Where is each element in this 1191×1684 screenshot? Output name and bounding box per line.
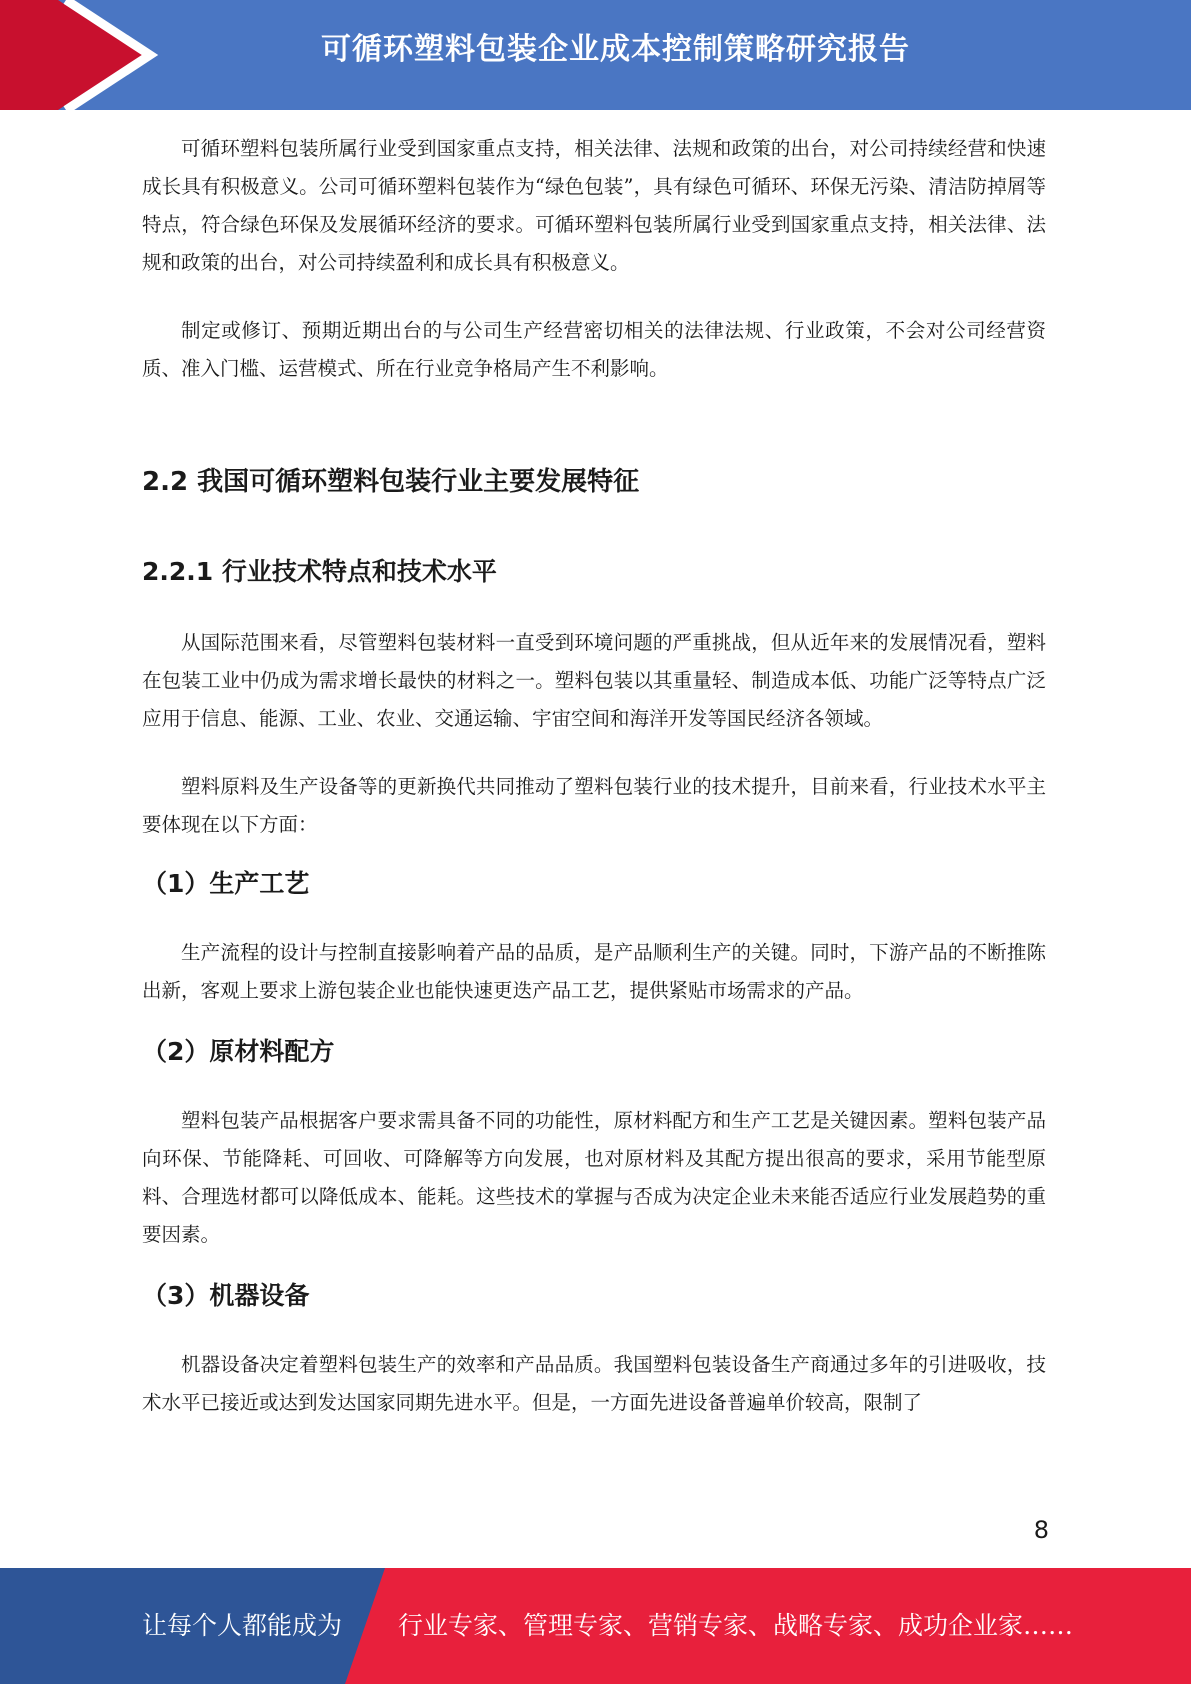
item-heading-production-process: （1）生产工艺 xyxy=(142,869,310,898)
item-text-machinery: 机器设备决定着塑料包装生产的效率和产品品质。我国塑料包装设备生产商通过多年的引进吸收，技术水平已接近或达到发达国家同期先进水平。但是，一方面先进设备普遍单价较高，限制了 xyxy=(142,1353,1046,1414)
report-title: 可循环塑料包装企业成本控制策略研究报告 xyxy=(321,32,910,67)
page-footer xyxy=(0,1568,1191,1684)
section-heading: 2.2 我国可循环塑料包装行业主要发展特征 xyxy=(142,467,640,497)
intro-paragraph-2: 制定或修订、预期近期出台的与公司生产经营密切相关的法律法规、行业政策，不会对公司经营资质、准入门槛、运营模式、所在行业竞争格局产生不利影响。 xyxy=(142,319,1046,380)
footer-slogan-left: 让每个人都能成为 xyxy=(142,1611,343,1640)
page-header xyxy=(0,0,1191,110)
item-text-production-process: 生产流程的设计与控制直接影响着产品的品质，是产品顺利生产的关键。同时，下游产品的不断推陈出新，客观上要求上游包装企业也能快速更迭产品工艺，提供紧贴市场需求的产品。 xyxy=(142,941,1046,1002)
intro-paragraph-1: 可循环塑料包装所属行业受到国家重点支持，相关法律、法规和政策的出台，对公司持续经营和快速成长具有积极意义。公司可循环塑料包装作为“绿色包装”，具有绿色可循环、环保无污染、清洁防掉屑等特点，符合绿色环保及发展循环经济的要求。可循环塑料包装所属行业受到国家重点支持，相关法律、法规和政策的出台，对公司持续盈利和成长具有积极意义。 xyxy=(142,137,1046,274)
main-content xyxy=(142,130,1046,1422)
item-heading-raw-material-formula: （2）原材料配方 xyxy=(142,1037,335,1066)
item-heading-machinery: （3）机器设备 xyxy=(142,1281,310,1310)
footer-slogan-right: 行业专家、管理专家、营销专家、战略专家、成功企业家…… xyxy=(398,1611,1074,1640)
subsection-paragraph-2: 塑料原料及生产设备等的更新换代共同推动了塑料包装行业的技术提升，目前来看，行业技术水平主要体现在以下方面： xyxy=(142,775,1046,836)
subsection-paragraph-1: 从国际范围来看，尽管塑料包装材料一直受到环境问题的严重挑战，但从近年来的发展情况看，塑料在包装工业中仍成为需求增长最快的材料之一。塑料包装以其重量轻、制造成本低、功能广泛等特点广泛应用于信息、能源、工业、农业、交通运输、宇宙空间和海洋开发等国民经济各领域。 xyxy=(142,631,1046,730)
subsection-heading: 2.2.1 行业技术特点和技术水平 xyxy=(142,557,497,586)
page-number: 8 xyxy=(1033,1516,1049,1544)
item-text-raw-material-formula: 塑料包装产品根据客户要求需具备不同的功能性，原材料配方和生产工艺是关键因素。塑料包装产品向环保、节能降耗、可回收、可降解等方向发展，也对原材料及其配方提出很高的要求，采用节能型原料、合理选材都可以降低成本、能耗。这些技术的掌握与否成为决定企业未来能否适应行业发展趋势的重要因素。 xyxy=(142,1109,1046,1246)
